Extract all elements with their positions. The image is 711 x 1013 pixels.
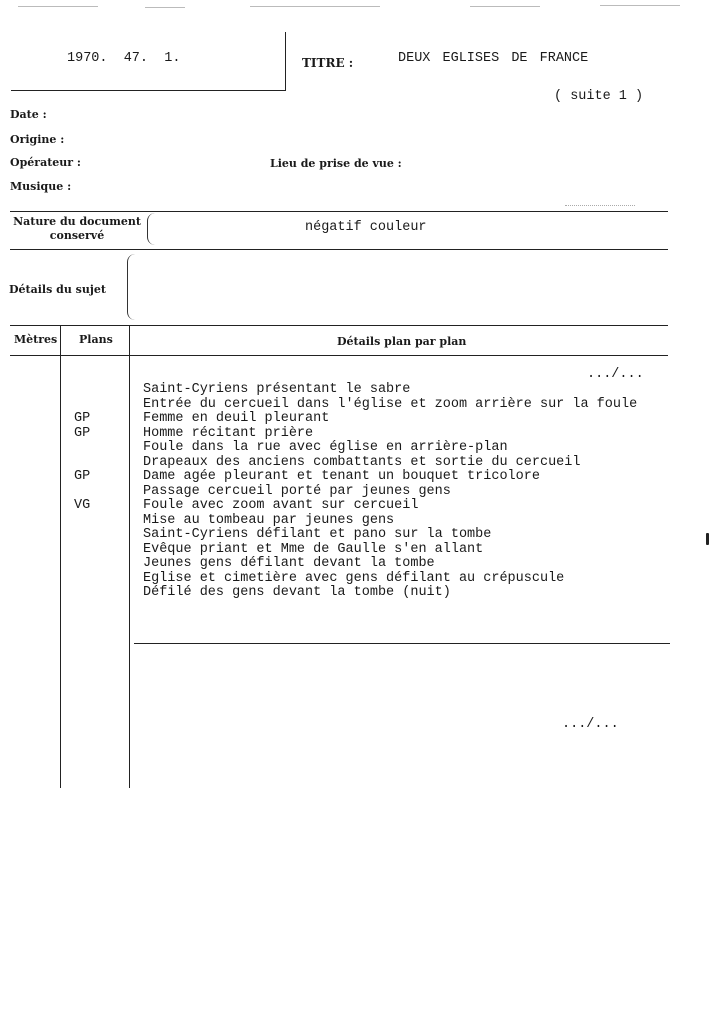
row-text: Femme en deuil pleurant — [143, 411, 330, 426]
table-header-rule — [10, 355, 668, 356]
scan-mark — [18, 6, 98, 7]
table-row — [0, 397, 711, 412]
details-sujet-label: Détails du sujet — [9, 283, 106, 296]
nature-label-line1: Nature du document — [13, 215, 141, 228]
table-row — [0, 440, 711, 455]
scan-mark — [706, 533, 709, 545]
lieu-label: Lieu de prise de vue : — [270, 157, 402, 170]
table-row — [0, 585, 711, 600]
col-header-metres: Mètres — [14, 333, 58, 346]
table-row — [0, 484, 711, 499]
row-text: Saint-Cyriens présentant le sabre — [143, 382, 411, 397]
continuation-top: .../... — [587, 367, 644, 382]
row-text: Saint-Cyriens défilant et pano sur la tombe — [143, 527, 492, 542]
nature-brace — [147, 213, 158, 245]
row-plan: VG — [74, 498, 91, 513]
details-sujet-brace — [127, 254, 138, 320]
reference-box-bottom-border — [11, 90, 285, 91]
reference-number: 1970. 47. 1. — [67, 51, 181, 66]
table-row — [0, 513, 711, 528]
date-label: Date : — [10, 108, 47, 121]
row-plan: GP — [74, 411, 91, 426]
nature-label-line2: conservé — [49, 229, 105, 242]
table-row — [0, 542, 711, 557]
operateur-label: Opérateur : — [10, 156, 81, 169]
table-row — [0, 571, 711, 586]
nature-label — [10, 215, 144, 243]
scan-mark — [250, 6, 380, 7]
table-row — [0, 382, 711, 397]
table-row — [0, 527, 711, 542]
row-text: Foule dans la rue avec église en arrière-plan — [143, 440, 508, 455]
row-text: Entrée du cercueil dans l'église et zoom arrière sur la foule — [143, 396, 638, 412]
row-text: Défilé des gens devant la tombe (nuit) — [143, 585, 451, 600]
nature-bottom-rule — [10, 249, 668, 250]
nature-top-rule — [10, 211, 668, 212]
suite-label: ( suite 1 ) — [554, 89, 644, 104]
table-row — [0, 498, 711, 513]
table-row — [0, 455, 711, 470]
title-label: TITRE : — [302, 56, 354, 70]
title-value: DEUX EGLISES DE FRANCE — [398, 51, 589, 66]
row-text: Eglise et cimetière avec gens défilant au crépuscule — [143, 570, 565, 586]
col-header-details: Détails plan par plan — [337, 335, 467, 348]
nature-value: négatif couleur — [305, 220, 427, 235]
table-row — [0, 469, 711, 484]
row-text: Mise au tombeau par jeunes gens — [143, 512, 395, 528]
musique-label: Musique : — [10, 180, 72, 193]
row-plan: GP — [74, 425, 91, 441]
row-text: Evêque priant et Mme de Gaulle s'en allant — [143, 541, 484, 557]
table-row — [0, 426, 711, 441]
row-text: Drapeaux des anciens combattants et sortie du cercueil — [143, 454, 581, 470]
col-header-plans: Plans — [79, 333, 113, 346]
scan-mark — [600, 5, 680, 6]
scan-mark — [470, 6, 540, 7]
scan-mark — [145, 7, 185, 8]
reference-box-right-border — [285, 32, 286, 91]
scan-mark — [565, 205, 635, 206]
row-text: Dame agée pleurant et tenant un bouquet tricolore — [143, 469, 540, 484]
origine-label: Origine : — [10, 133, 65, 146]
row-text: Homme récitant prière — [143, 425, 314, 441]
table-top-rule — [10, 325, 668, 326]
continuation-bottom: .../... — [562, 717, 619, 732]
table-row — [0, 411, 711, 426]
table-row — [0, 556, 711, 571]
shot-list — [0, 382, 711, 600]
row-text: Foule avec zoom avant sur cercueil — [143, 498, 419, 513]
end-of-list-rule — [134, 643, 670, 644]
row-text: Jeunes gens défilant devant la tombe — [143, 556, 435, 571]
row-plan: GP — [74, 469, 91, 484]
row-text: Passage cercueil porté par jeunes gens — [143, 483, 451, 499]
